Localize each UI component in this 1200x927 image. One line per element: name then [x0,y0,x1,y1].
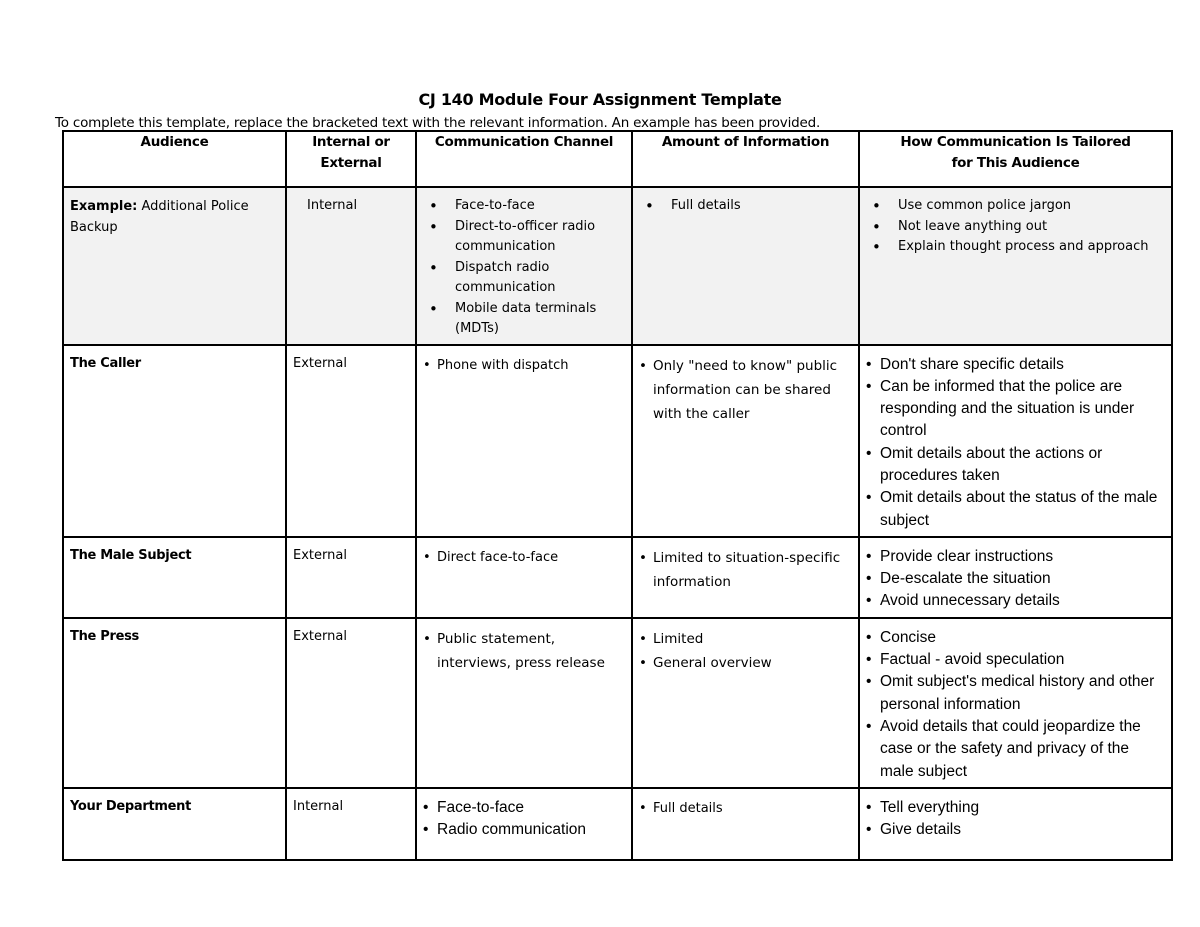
list-item: • Concise [866,627,1165,649]
example-label: Example: [70,199,138,214]
list-item: • General overview [639,651,852,675]
header-internal-external: Internal or External [286,131,416,187]
audience-cell [63,345,286,537]
example-amount-cell [632,187,859,345]
list-item: • Factual - avoid speculation [866,649,1165,671]
header-how-tailored: How Communication Is Tailored for This Audience [859,131,1172,187]
list-item: • Limited [639,627,852,651]
audience-name: Your Department [70,798,191,814]
document-instructions: To complete this template, replace the bracketed text with the relevant information. An example has been provided. [55,115,821,131]
list-item: • Phone with dispatch [423,354,625,377]
list-item: • Full details [639,196,852,217]
list-item: • Dispatch radio communication [423,258,625,299]
internal-external-value: External [293,547,347,563]
list-item: • Can be informed that the police are responding and the situation is under control [866,376,1165,443]
audience-name: The Press [70,628,139,644]
list-item: • Omit details about the actions or procedures taken [866,443,1165,488]
tailored-cell [859,345,1172,537]
audience-name: The Male Subject [70,547,192,563]
list-item: • Face-to-face [423,196,625,217]
assignment-table [62,130,1173,861]
amount-cell [632,788,859,860]
channel-cell [416,537,632,618]
example-tailored-cell [859,187,1172,345]
example-row [63,187,1172,345]
amount-cell [632,345,859,537]
tailored-cell [859,618,1172,788]
list-item: • Omit details about the status of the male subject [866,487,1165,532]
list-item: • Use common police jargon [866,196,1165,217]
document-title: CJ 140 Module Four Assignment Template [418,90,782,109]
internal-external-cell [286,618,416,788]
list-item: • Avoid unnecessary details [866,590,1165,612]
header-amount-of-information: Amount of Information [632,131,859,187]
list-item: • Only "need to know" public information can be shared with the caller [639,354,852,426]
table-row [63,537,1172,618]
channel-cell [416,788,632,860]
header-audience: Audience [63,131,286,187]
list-item: • Direct-to-officer radio communication [423,217,625,258]
list-item: • Mobile data terminals (MDTs) [423,299,625,340]
list-item: • Don't share specific details [866,354,1165,376]
example-channel-cell [416,187,632,345]
example-internal-external: Internal [307,198,358,213]
list-item: • Public statement, interviews, press release [423,627,625,675]
header-row [63,131,1172,187]
list-item: • Avoid details that could jeopardize the case or the safety and privacy of the male subject [866,716,1165,783]
example-audience-value: Additional Police Backup [70,199,249,235]
example-audience-cell [63,187,286,345]
internal-external-value: External [293,628,347,644]
list-item: • Direct face-to-face [423,546,625,569]
internal-external-value: Internal [293,798,344,814]
header-communication-channel: Communication Channel [416,131,632,187]
list-item: • Radio communication [423,819,625,841]
channel-cell [416,345,632,537]
example-internal-external-cell [286,187,416,345]
list-item: • De-escalate the situation [866,568,1165,590]
audience-name: The Caller [70,355,141,371]
table-row [63,788,1172,860]
tailored-cell [859,537,1172,618]
list-item: • Omit subject's medical history and other personal information [866,671,1165,716]
channel-cell [416,618,632,788]
list-item: • Limited to situation-specific information [639,546,852,594]
list-item: • Not leave anything out [866,217,1165,238]
amount-cell [632,537,859,618]
list-item: • Provide clear instructions [866,546,1165,568]
tailored-cell [859,788,1172,860]
table-row [63,618,1172,788]
list-item: • Full details [639,797,852,820]
table-row [63,345,1172,537]
list-item: • Give details [866,819,1165,841]
list-item: • Face-to-face [423,797,625,819]
internal-external-value: External [293,355,347,371]
amount-cell [632,618,859,788]
internal-external-cell [286,345,416,537]
internal-external-cell [286,537,416,618]
list-item: • Tell everything [866,797,1165,819]
audience-cell [63,537,286,618]
audience-cell [63,788,286,860]
internal-external-cell [286,788,416,860]
list-item: • Explain thought process and approach [866,237,1165,258]
audience-cell [63,618,286,788]
